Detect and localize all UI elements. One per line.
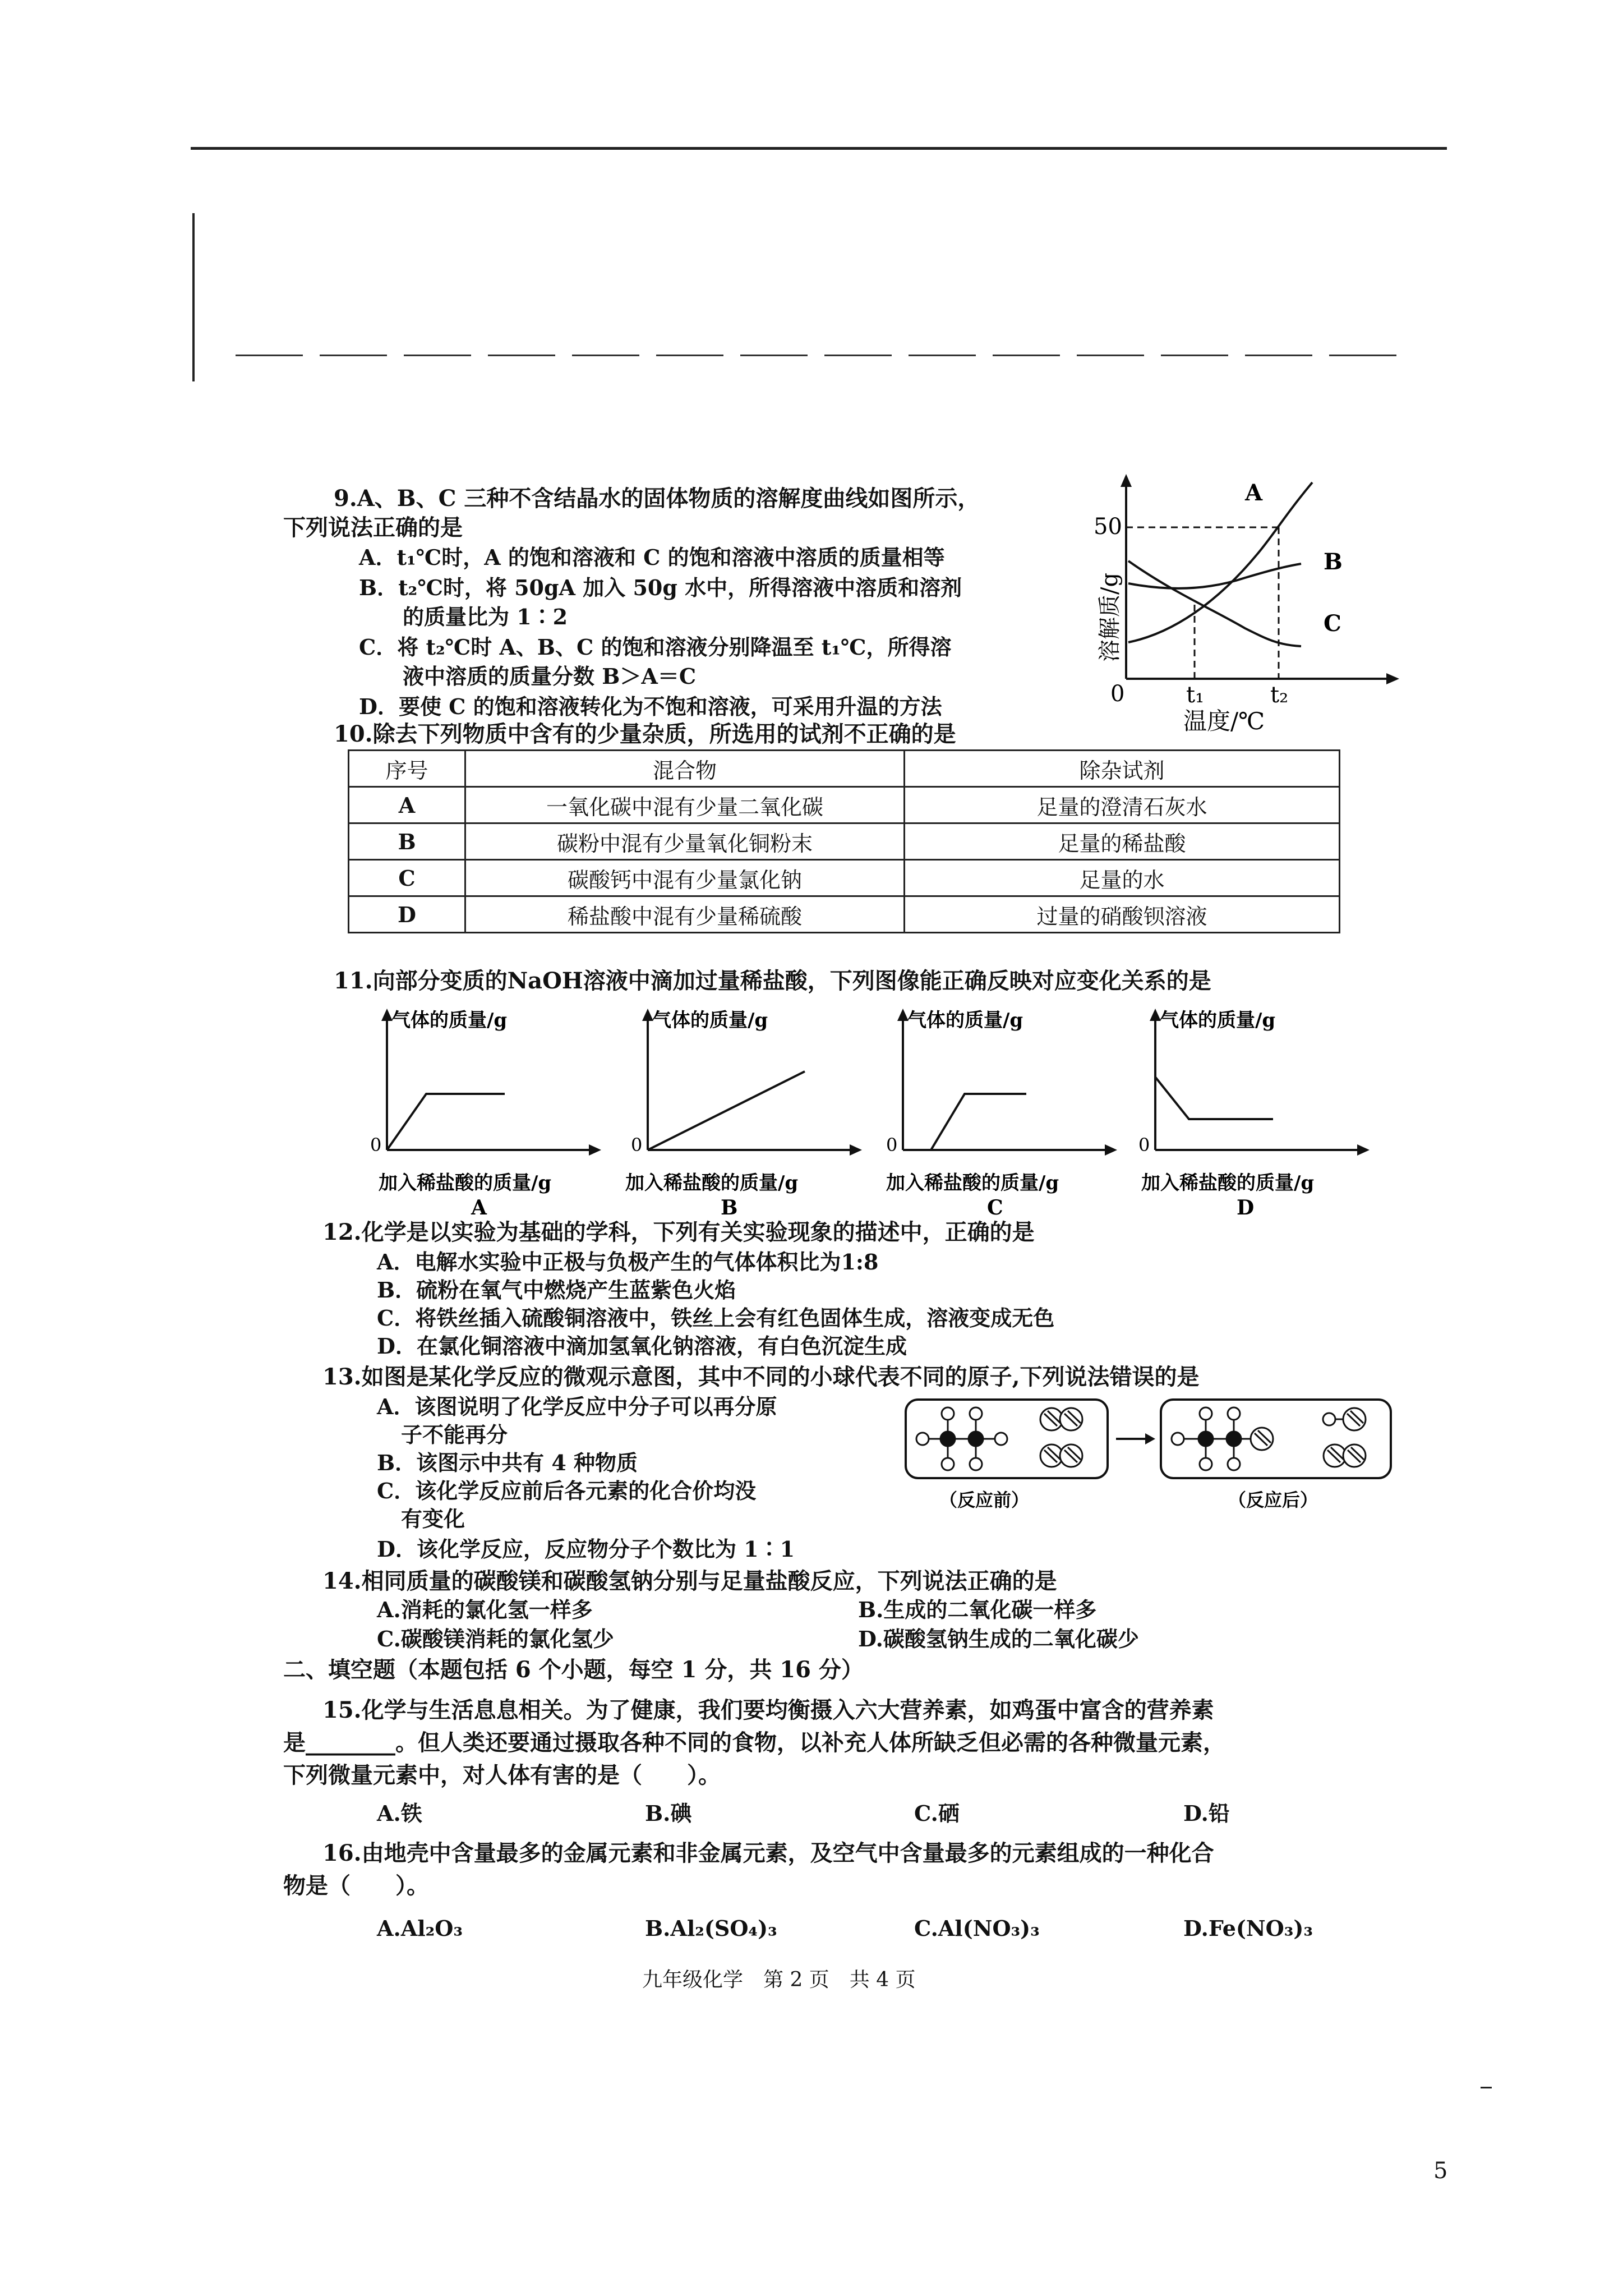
table-cell: 碳粉中混有少量氧化铜粉末	[465, 823, 905, 860]
table-cell: 碳酸钙中混有少量氯化钠	[465, 860, 905, 896]
q11-graph-c	[875, 1004, 1133, 1245]
svg-text:C: C	[1324, 610, 1341, 637]
table-header: 序号	[349, 751, 465, 787]
q11-stem: 11.向部分变质的NaOH溶液中滴加过量稀盐酸，下列图像能正确反映对应变化关系的是	[334, 968, 1211, 994]
q16-option-b: B.Al₂(SO₄)₃	[645, 1916, 777, 1941]
q14-option-b: B.生成的二氧化碳一样多	[858, 1597, 1097, 1622]
bottom-right-mark	[1481, 2087, 1492, 2088]
q9-option-c1: C．将 t₂℃时 A、B、C 的饱和溶液分别降温至 t₁℃，所得溶	[359, 634, 952, 660]
q12-option-a: A．电解水实验中正极与负极产生的气体体积比为1:8	[377, 1249, 879, 1274]
q12-option-c: C．将铁丝插入硫酸铜溶液中，铁丝上会有红色固体生成，溶液变成无色	[377, 1305, 1055, 1331]
table-cell: B	[349, 823, 465, 860]
q15-line3: 下列微量元素中，对人体有害的是（ ）。	[283, 1762, 721, 1788]
q16-option-c: C.Al(NO₃)₃	[914, 1916, 1040, 1941]
table-cell: 足量的稀盐酸	[905, 823, 1340, 860]
q16-line1: 16.由地壳中含量最多的金属元素和非金属元素，及空气中含量最多的元素组成的一种化合	[322, 1840, 1214, 1866]
svg-text:0: 0	[1110, 681, 1125, 707]
q16-option-a: A.Al₂O₃	[377, 1916, 463, 1941]
svg-text:B: B	[1324, 549, 1343, 575]
table-cell: 一氧化碳中混有少量二氧化碳	[465, 787, 905, 823]
q11-graph-a	[359, 1004, 617, 1245]
q12-option-b: B．硫粉在氧气中燃烧产生蓝紫色火焰	[377, 1277, 736, 1303]
q14-option-c: C.碳酸镁消耗的氯化氢少	[377, 1626, 614, 1651]
svg-text:加入稀盐酸的质量/g: 加入稀盐酸的质量/g	[886, 1172, 1059, 1194]
table-row	[349, 787, 1340, 823]
q15-option-c: C.硒	[914, 1801, 960, 1826]
q16-option-d: D.Fe(NO₃)₃	[1183, 1916, 1313, 1941]
table-header: 混合物	[465, 751, 905, 787]
q9-option-a: A．t₁℃时，A 的饱和溶液和 C 的饱和溶液中溶质的质量相等	[359, 545, 945, 570]
dashed-rule	[236, 355, 1413, 356]
table-header-row	[349, 751, 1340, 787]
svg-text:气体的质量/g: 气体的质量/g	[907, 1009, 1023, 1032]
svg-text:D: D	[1237, 1196, 1255, 1220]
svg-text:溶解质/g: 溶解质/g	[1097, 572, 1123, 662]
curve-a	[1128, 482, 1312, 642]
top-rule	[191, 147, 1447, 150]
svg-text:加入稀盐酸的质量/g: 加入稀盐酸的质量/g	[1141, 1172, 1315, 1194]
q13-option-a1: A．该图说明了化学反应中分子可以再分原	[377, 1394, 777, 1419]
q11-graph-d	[1127, 1004, 1391, 1245]
table-cell: 足量的澄清石灰水	[905, 787, 1340, 823]
svg-text:气体的质量/g: 气体的质量/g	[652, 1009, 768, 1032]
molecule-after-2	[1323, 1408, 1366, 1467]
q12-stem: 12.化学是以实验为基础的学科，下列有关实验现象的描述中，正确的是	[322, 1219, 1035, 1245]
q9-option-d: D．要使 C 的饱和溶液转化为不饱和溶液，可采用升温的方法	[359, 694, 942, 719]
q9-stem-line1: 9.A、B、C 三种不含结晶水的固体物质的溶解度曲线如图所示，	[334, 485, 980, 512]
table-row	[349, 860, 1340, 896]
q15-option-a: A.铁	[377, 1801, 422, 1826]
q10-stem: 10.除去下列物质中含有的少量杂质，所选用的试剂不正确的是	[334, 721, 956, 747]
svg-text:加入稀盐酸的质量/g: 加入稀盐酸的质量/g	[625, 1172, 799, 1194]
left-margin-line	[192, 213, 195, 381]
q9-option-c2: 液中溶质的质量分数 B＞A＝C	[403, 664, 697, 689]
reaction-diagram	[903, 1397, 1396, 1515]
solubility-graph	[1088, 471, 1402, 735]
svg-text:A: A	[471, 1196, 487, 1220]
q13-option-c1: C．该化学反应前后各元素的化合价均没	[377, 1478, 757, 1503]
svg-text:A: A	[1245, 480, 1263, 506]
q13-option-d: D．该化学反应，反应物分子个数比为 1∶1	[377, 1536, 795, 1562]
q13-option-a2: 子不能再分	[401, 1422, 508, 1447]
q9-stem-line2: 下列说法正确的是	[283, 514, 463, 541]
molecule-before-1	[916, 1407, 1007, 1470]
svg-text:（反应后）: （反应后）	[1228, 1489, 1318, 1511]
table-row	[349, 896, 1340, 933]
svg-text:加入稀盐酸的质量/g: 加入稀盐酸的质量/g	[379, 1172, 552, 1194]
q13-option-b: B．该图示中共有 4 种物质	[377, 1450, 638, 1475]
q9-option-b1: B．t₂℃时，将 50gA 加入 50g 水中，所得溶液中溶质和溶剂	[359, 575, 962, 600]
svg-text:气体的质量/g: 气体的质量/g	[391, 1009, 508, 1032]
table-cell: A	[349, 787, 465, 823]
q11-graph-b	[620, 1004, 878, 1245]
svg-text:B: B	[721, 1196, 738, 1220]
svg-text:0: 0	[886, 1134, 898, 1156]
table-cell: 足量的水	[905, 860, 1340, 896]
table-cell: C	[349, 860, 465, 896]
svg-text:C: C	[987, 1196, 1003, 1220]
q15-option-b: B.碘	[645, 1801, 692, 1826]
table-cell: D	[349, 896, 465, 933]
svg-text:0: 0	[631, 1134, 643, 1156]
svg-text:气体的质量/g: 气体的质量/g	[1160, 1009, 1276, 1032]
svg-text:（反应前）: （反应前）	[939, 1489, 1030, 1511]
svg-text:0: 0	[1138, 1134, 1150, 1156]
q16-line2: 物是（ ）。	[283, 1872, 429, 1899]
section2-title: 二、填空题（本题包括 6 个小题，每空 1 分，共 16 分）	[283, 1657, 864, 1683]
svg-text:温度/℃: 温度/℃	[1183, 707, 1265, 735]
q14-option-a: A.消耗的氯化氢一样多	[377, 1597, 593, 1622]
q14-stem: 14.相同质量的碳酸镁和碳酸氢钠分别与足量盐酸反应，下列说法正确的是	[322, 1568, 1057, 1594]
molecule-before-2	[1040, 1408, 1082, 1467]
q13-stem: 13.如图是某化学反应的微观示意图，其中不同的小球代表不同的原子,下列说法错误的是	[322, 1364, 1200, 1390]
table-row	[349, 823, 1340, 860]
q9-option-b2: 的质量比为 1∶2	[403, 604, 568, 629]
svg-text:t₂: t₂	[1270, 682, 1289, 708]
q10-table	[348, 749, 1340, 933]
q12-option-d: D．在氯化铜溶液中滴加氢氧化钠溶液，有白色沉淀生成	[377, 1333, 907, 1359]
svg-text:0: 0	[370, 1134, 382, 1156]
page-number: 5	[1433, 2158, 1448, 2184]
molecule-after-1	[1172, 1407, 1273, 1470]
svg-text:50: 50	[1094, 514, 1122, 540]
curve-b	[1128, 564, 1301, 588]
q15-option-d: D.铅	[1183, 1801, 1230, 1826]
page-footer: 九年级化学 第 2 页 共 4 页	[642, 1968, 916, 1991]
q15-line2: 是________。但人类还要通过摄取各种不同的食物，以补充人体所缺乏但必需的各种微量元素，	[283, 1729, 1225, 1756]
svg-text:t₁: t₁	[1186, 682, 1205, 708]
table-cell: 稀盐酸中混有少量稀硫酸	[465, 896, 905, 933]
table-cell: 过量的硝酸钡溶液	[905, 896, 1340, 933]
q14-option-d: D.碳酸氢钠生成的二氧化碳少	[858, 1626, 1139, 1651]
table-header: 除杂试剂	[905, 751, 1340, 787]
q13-option-c2: 有变化	[401, 1506, 465, 1531]
q15-line1: 15.化学与生活息息相关。为了健康，我们要均衡摄入六大营养素，如鸡蛋中富含的营养素	[322, 1697, 1214, 1723]
